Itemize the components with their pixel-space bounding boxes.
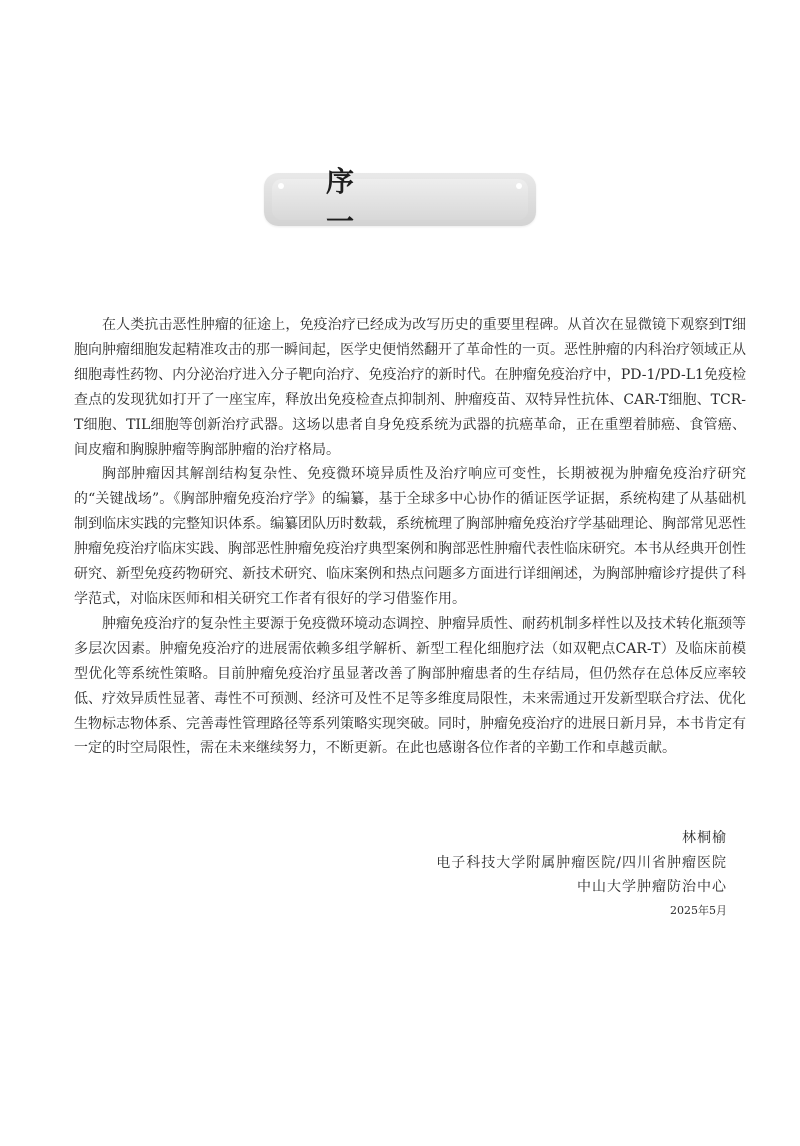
preface-body <box>74 313 746 761</box>
author-affiliation-1: 电子科技大学附属肿瘤医院/四川省肿瘤医院 <box>436 854 727 871</box>
section-title: 序 一 <box>326 164 417 238</box>
paragraph-3: 肿瘤免疫治疗的复杂性主要源于免疫微环境动态调控、肿瘤异质性、耐药机制多样性以及技术转化瓶颈等多层次因素。肿瘤免疫治疗的进展需依赖多组学解析、新型工程化细胞疗法（如双靶点CAR-T）及临床前模型优化等系统性策略。目前肿瘤免疫治疗虽显著改善了胸部肿瘤患者的生存结局，但仍然存在总体反应率较低、疗效异质性显著、毒性不可预测、经济可及性不足等多维度局限性，未来需通过开发新型联合疗法、优化生物标志物体系、完善毒性管理路径等系列策略实现突破。同时，肿瘤免疫治疗的进展日新月异，本书肯定有一定的时空局限性，需在未来继续努力，不断更新。在此也感谢各位作者的辛勤工作和卓越贡献。 <box>74 615 746 757</box>
author-name: 林桐榆 <box>682 830 727 846</box>
section-title-banner <box>264 164 536 238</box>
signature-date: 2025年5月 <box>670 903 727 917</box>
paragraph-2: 胸部肿瘤因其解剖结构复杂性、免疫微环境异质性及治疗响应可变性，长期被视为肿瘤免疫治疗研究的“关键战场”。《胸部肿瘤免疫治疗学》的编纂，基于全球多中心协作的循证医学证据，系统构建了从基础机制到临床实践的完整知识体系。编纂团队历时数载，系统梳理了胸部肿瘤免疫治疗学基础理论、胸部常见恶性肿瘤免疫治疗临床实践、胸部恶性肿瘤免疫治疗典型案例和胸部恶性肿瘤代表性临床研究。本书从经典开创性研究、新型免疫药物研究、新技术研究、临床案例和热点问题多方面进行详细阐述，为胸部肿瘤诊疗提供了科学范式，对临床医师和相关研究工作者有很好的学习借鉴作用。 <box>74 466 746 607</box>
author-affiliation-2: 中山大学肿瘤防治中心 <box>577 879 727 895</box>
paragraph-1: 在人类抗击恶性肿瘤的征途上，免疫治疗已经成为改写历史的重要里程碑。从首次在显微镜下观察到T细胞向肿瘤细胞发起精准攻击的那一瞬间起，医学史便悄然翻开了革命性的一页。恶性肿瘤的内科治疗领域正从细胞毒性药物、内分泌治疗进入分子靶向治疗、免疫治疗的新时代。在肿瘤免疫治疗中，PD-1/PD-L1免疫检查点的发现犹如打开了一座宝库，释放出免疫检查点抑制剂、肿瘤疫苗、双特异性抗体、CAR-T细胞、TCR-T细胞、TIL细胞等创新治疗武器。这场以患者自身免疫系统为武器的抗癌革命，正在重塑着肺癌、食管癌、间皮瘤和胸腺肿瘤等胸部肿瘤的治疗格局。 <box>74 317 746 458</box>
signature-block <box>436 826 727 920</box>
